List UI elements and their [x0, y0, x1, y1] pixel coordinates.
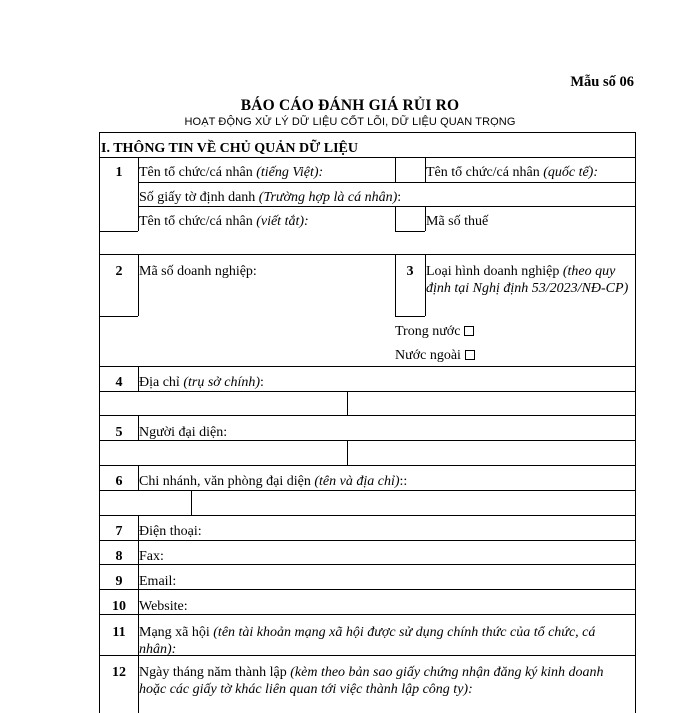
org-name-vn-label: Tên tổ chức/cá nhân (tiếng Việt): [139, 165, 324, 180]
fax-label: Fax: [139, 549, 164, 564]
form-code: Mẫu số 06 [570, 74, 634, 90]
report-subtitle: HOẠT ĐỘNG XỬ LÝ DỮ LIỆU CỐT LÕI, DỮ LIỆU QUAN TRỌNG [184, 116, 516, 128]
divider [100, 391, 635, 392]
domestic-checkbox[interactable] [464, 326, 474, 336]
branch-label: Chi nhánh, văn phòng đại diện (tên và địa chỉ):: [139, 474, 408, 489]
row-number: 4 [115, 375, 123, 390]
divider [100, 655, 635, 656]
divider [100, 440, 635, 441]
divider [100, 465, 635, 466]
row-number: 9 [115, 574, 123, 589]
foreign-option[interactable]: Nước ngoài [395, 347, 475, 364]
row-number: 3 [406, 264, 414, 279]
tax-code-label: Mã số thuế [426, 214, 489, 229]
divider [100, 540, 635, 541]
divider [395, 316, 425, 317]
report-title: BÁO CÁO ĐÁNH GIÁ RỦI RO [240, 97, 460, 114]
row-number: 12 [112, 665, 126, 680]
divider [191, 490, 192, 515]
phone-label: Điện thoại: [139, 524, 202, 539]
address-label: Địa chỉ (trụ sở chính): [139, 375, 264, 390]
org-name-intl-label: Tên tổ chức/cá nhân (quốc tế): [426, 165, 599, 180]
website-label: Website: [139, 599, 188, 614]
divider [395, 231, 425, 232]
row-number: 8 [115, 549, 123, 564]
divider [100, 515, 635, 516]
divider [100, 316, 138, 317]
row-number: 11 [112, 625, 126, 640]
divider [347, 391, 348, 415]
business-code-label: Mã số doanh nghiệp: [139, 264, 257, 279]
social-network-label: Mạng xã hội (tên tài khoản mạng xã hội được sử dụng chính thức của tổ chức, cá nhân): [139, 625, 596, 657]
divider [100, 614, 635, 615]
row-number: 5 [115, 425, 123, 440]
domestic-option[interactable]: Trong nước [395, 323, 474, 340]
divider [347, 440, 348, 465]
form-table [99, 132, 636, 713]
section-title: I. THÔNG TIN VỀ CHỦ QUẢN DỮ LIỆU [101, 141, 358, 156]
divider [100, 589, 635, 590]
founding-date-label: Ngày tháng năm thành lập (kèm theo bản sao giấy chứng nhận đăng ký kinh doanh hoặc các giấy tờ khác liên quan tới việc thành lập công ty): [139, 665, 604, 697]
divider [100, 490, 635, 491]
divider [100, 366, 635, 367]
divider [100, 157, 635, 158]
divider [395, 206, 396, 231]
row-number: 7 [115, 524, 123, 539]
divider [100, 254, 635, 255]
foreign-checkbox[interactable] [465, 350, 475, 360]
divider [100, 564, 635, 565]
representative-label: Người đại diện: [139, 425, 228, 440]
divider [138, 206, 635, 207]
divider [138, 206, 139, 231]
divider [100, 415, 635, 416]
row-number: 10 [112, 599, 126, 614]
divider [425, 206, 426, 231]
divider [138, 254, 139, 316]
email-label: Email: [139, 574, 177, 589]
id-document-label: Số giấy tờ định danh (Trường hợp là cá nhân): [139, 190, 402, 205]
divider [138, 182, 635, 183]
row-number: 6 [115, 474, 123, 489]
business-type-label: Loại hình doanh nghiệp (theo quy định tại Nghị định 53/2023/NĐ-CP) [426, 264, 629, 296]
org-name-abbr-label: Tên tổ chức/cá nhân (viết tắt): [139, 214, 309, 229]
row-number: 2 [115, 264, 123, 279]
divider [100, 231, 138, 232]
divider [395, 157, 396, 182]
row-number: 1 [115, 165, 123, 180]
